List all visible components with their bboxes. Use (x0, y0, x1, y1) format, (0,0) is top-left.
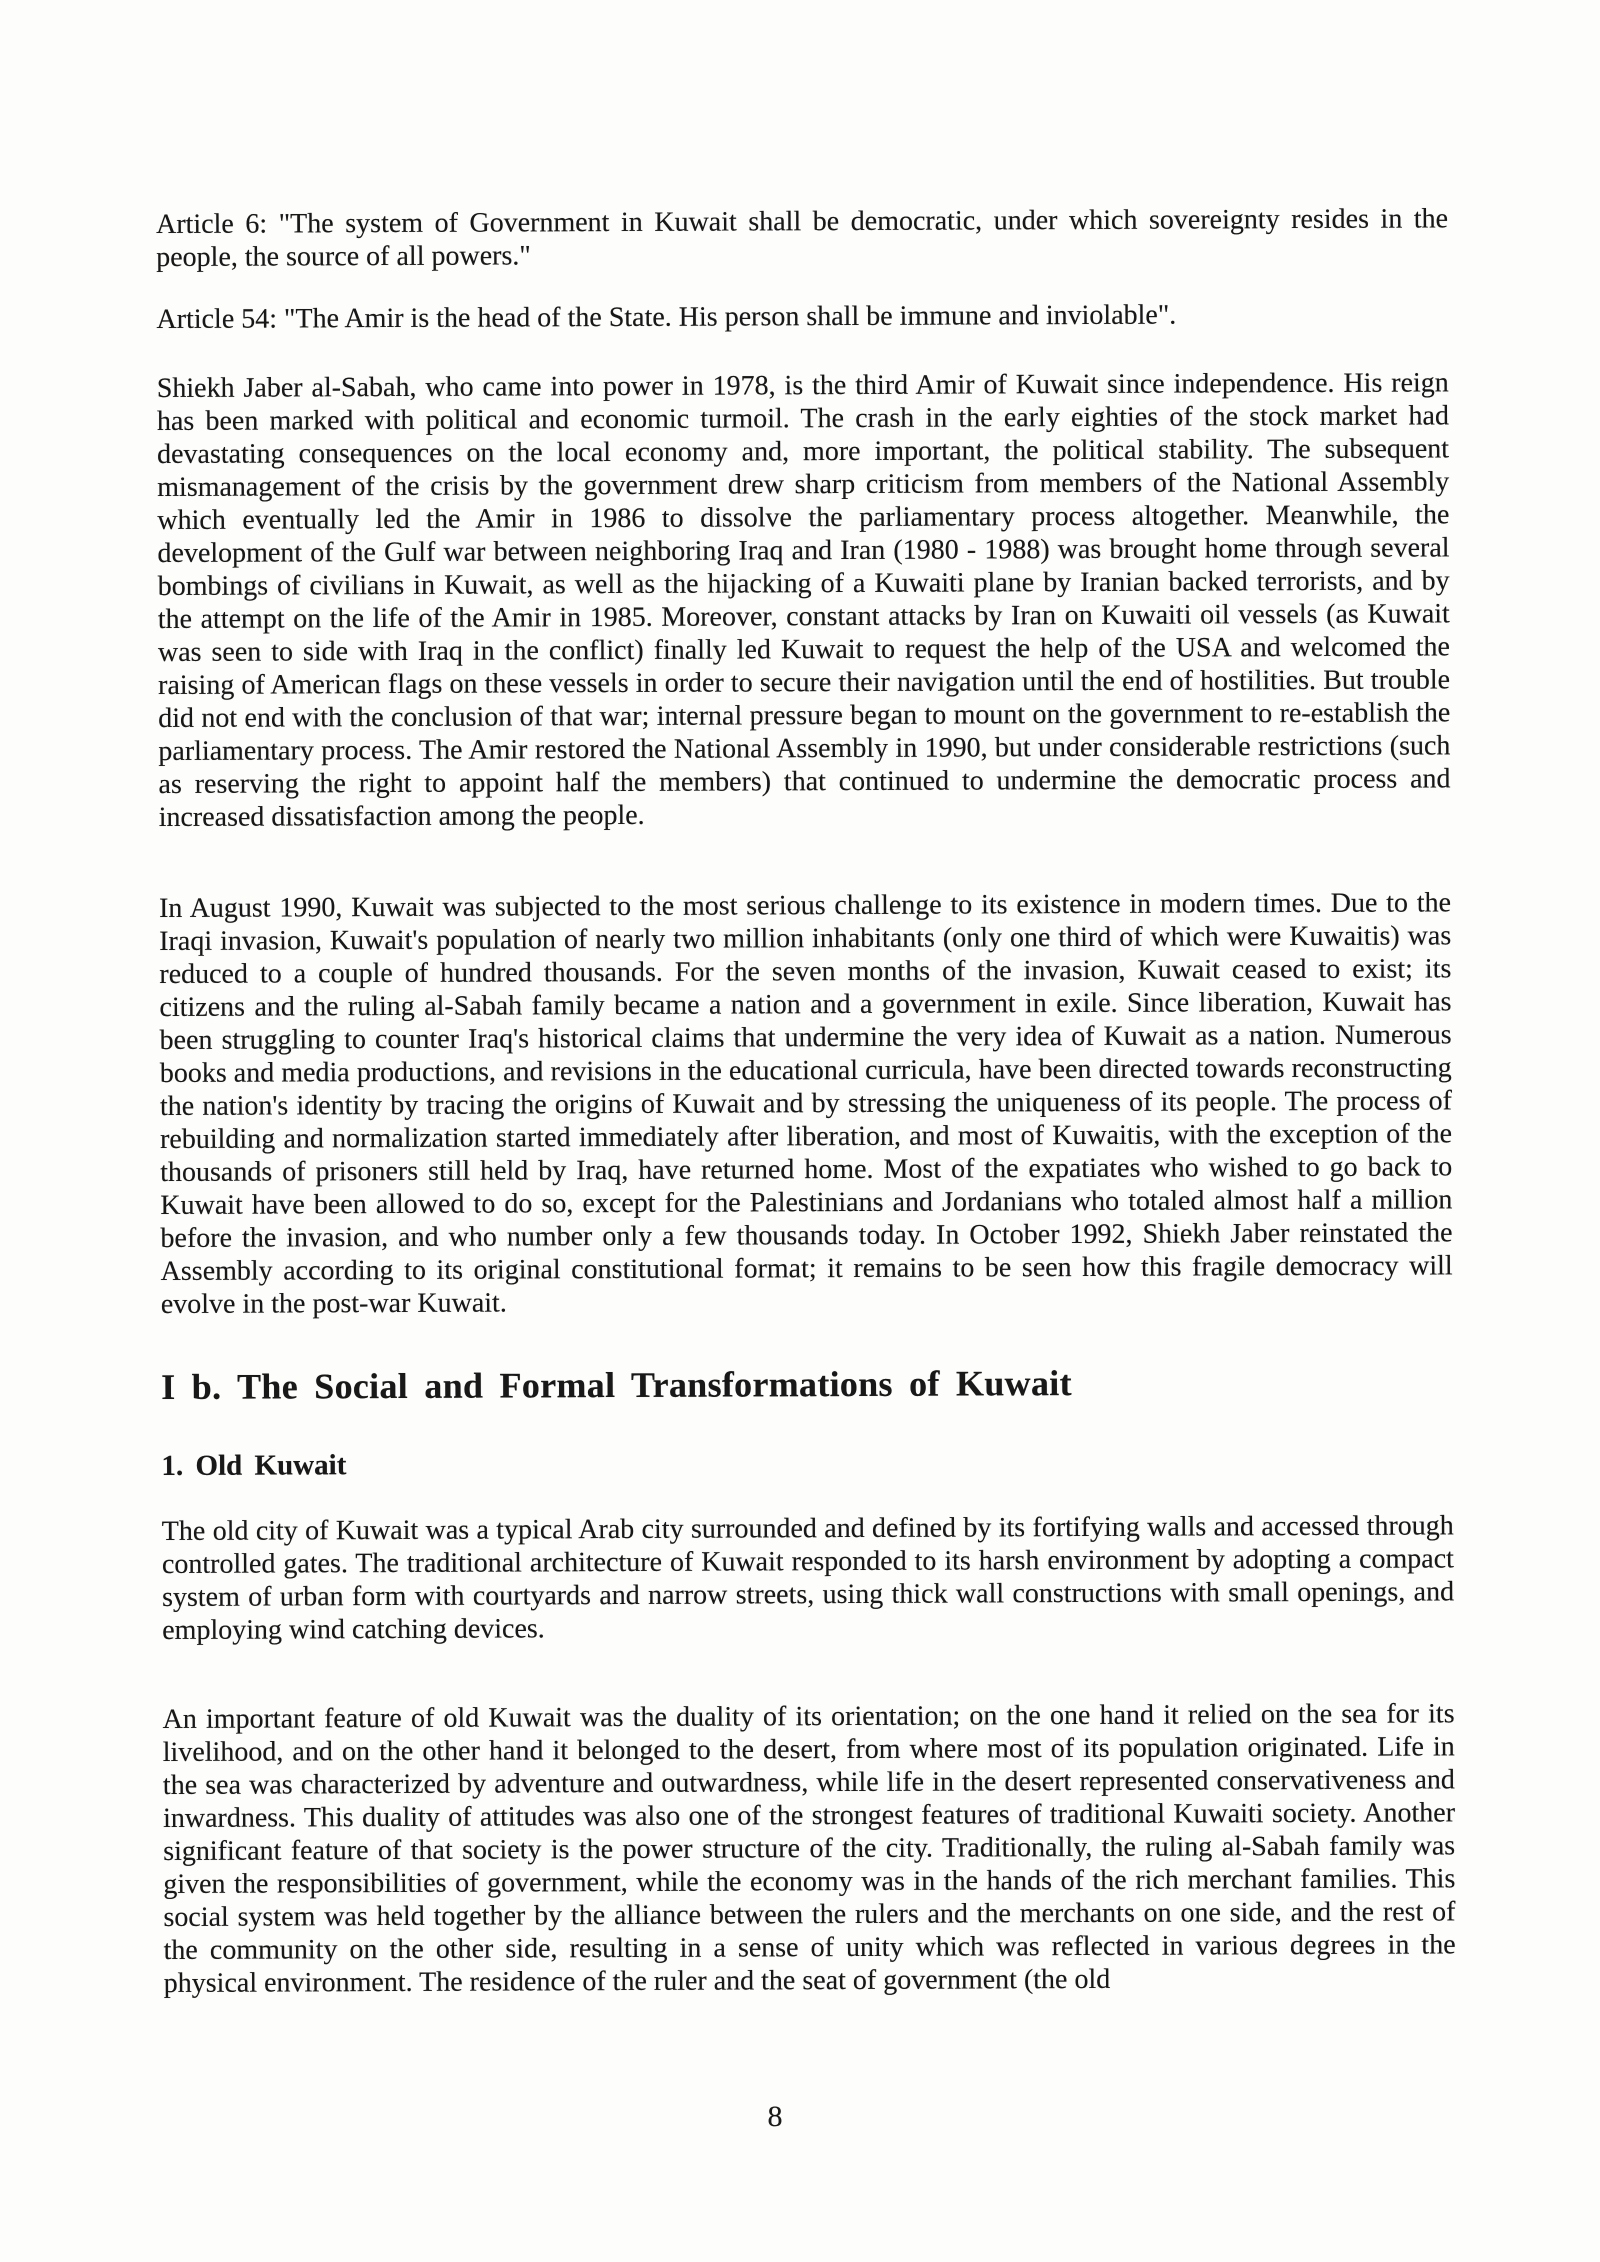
paragraph-old-city: The old city of Kuwait was a typical Arab city surrounded and defined by its fortifying walls and accessed through controlled gates. The traditional architecture of Kuwait responded to its harsh environment by adopting a compact system of urban form with courtyards and narrow streets, using thick wall constructions with small openings, and employing wind catching devices. (161, 1510, 1455, 1646)
article-54-quote: Article 54: "The Amir is the head of the State. His person shall be immune and inviolable". (156, 299, 1177, 335)
subsection-heading: 1. Old Kuwait (161, 1449, 347, 1482)
paragraph-amir-reign: Shiekh Jaber al-Sabah, who came into power in 1978, is the third Amir of Kuwait since independence. His reign has been marked with political and economic turmoil. The crash in the early eighties of the stock market had devastating consequences on the local economy and, more important, the political stability. The subsequent mismanagement of the crisis by the government drew sharp criticism from members of the National Assembly which eventually led the Amir in 1986 to dissolve the parliamentary process altogether. Meanwhile, the development of the Gulf war between neighboring Iraq and Iran (1980 - 1988) was brought home through several bombings of civilians in Kuwait, as well as the hijacking of a Kuwaiti plane by Iranian backed terrorists, and by the attempt on the life of the Amir in 1985. Moreover, constant attacks by Iran on Kuwaiti oil vessels (as Kuwait was seen to side with Iraq in the conflict) finally led Kuwait to request the help of the USA and welcomed the raising of American flags on these vessels in order to secure their navigation until the end of hostilities. But trouble did not end with the conclusion of that war; internal pressure began to mount on the government to re-establish the parliamentary process. The Amir restored the National Assembly in 1990, but under considerable restrictions (such as reserving the right to appoint half the members) that continued to undermine the democratic process and increased dissatisfaction among the people. (156, 367, 1451, 833)
paragraph-iraqi-invasion: In August 1990, Kuwait was subjected to the most serious challenge to its existence in modern times. Due to the Iraqi invasion, Kuwait's population of nearly two million inhabitants (only one third of which were Kuwaitis) was reduced to a couple of hundred thousands. For the seven months of the invasion, Kuwait ceased to exist; its citizens and the ruling al-Sabah family became a nation and a government in exile. Since liberation, Kuwait has been struggling to counter Iraq's historical claims that undermine the very idea of Kuwait as a nation. Numerous books and media productions, and revisions in the educational curricula, have been directed towards reconstructing the nation's identity by tracing the origins of Kuwait and by stressing the uniqueness of its people. The process of rebuilding and normalization started immediately after liberation, and most of Kuwaitis, with the exception of the thousands of prisoners still held by Iraq, have returned home. Most of the expatiates who wished to go back to Kuwait have been allowed to do so, except for the Palestinians and Jordanians who totaled almost half a million before the invasion, and who number only a few thousands today. In October 1992, Shiekh Jaber reinstated the Assembly according to its original constitutional format; it remains to be seen how this fragile democracy will evolve in the post-war Kuwait. (158, 887, 1453, 1320)
paragraph-duality: An important feature of old Kuwait was the duality of its orientation; on the one hand it relied on the sea for its livelihood, and on the other hand it belonged to the desert, from where most of its population originated. Life in the sea was characterized by adventure and outwardness, while life in the desert represented conservativeness and inwardness. This duality of attitudes was also one of the strongest features of traditional Kuwaiti society. Another significant feature of that society is the power structure of the city. Traditionally, the ruling al-Sabah family was given the responsibilities of government, while the economy was in the hands of the rich merchant families. This social system was held together by the alliance between the rulers and the merchants on one side, and the rest of the community on the other side, resulting in a sense of unity which was reflected in various degrees in the physical environment. The residence of the ruler and the seat of government (the old (162, 1698, 1456, 1999)
section-heading: I b. The Social and Formal Transformations of Kuwait (161, 1363, 1072, 1407)
page-number: 8 (767, 2100, 783, 2133)
article-6-quote: Article 6: "The system of Government in Kuwait shall be democratic, under which sovereignty resides in the people, the source of all powers." (156, 203, 1449, 273)
page-text-block (156, 202, 1456, 2000)
